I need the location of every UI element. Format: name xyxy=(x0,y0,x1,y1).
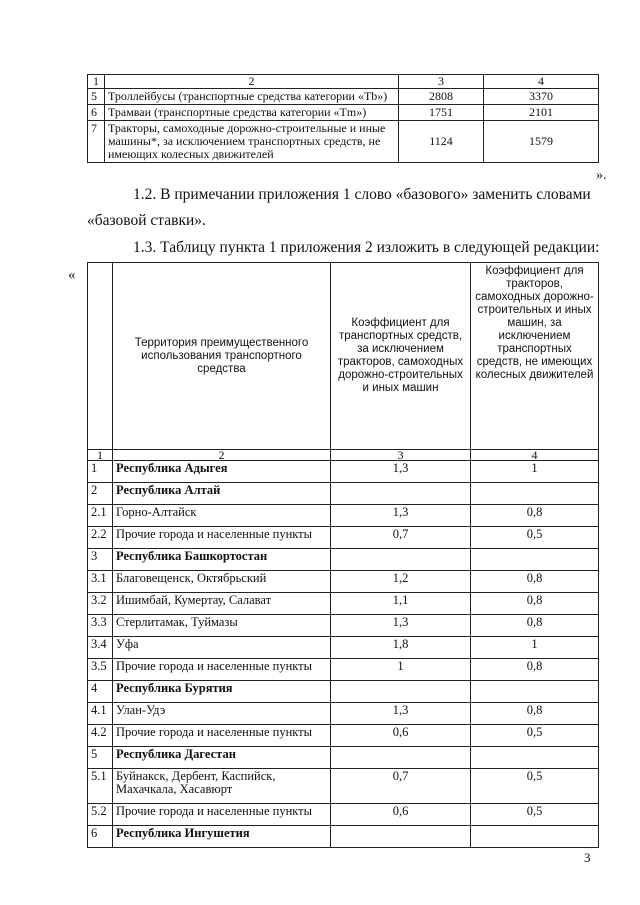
coefficient-tractors: 1 xyxy=(471,637,599,659)
row-number: 3.2 xyxy=(88,593,113,615)
row-number: 5 xyxy=(88,89,105,105)
table-row xyxy=(88,89,599,105)
coefficient-tractors: 0,8 xyxy=(471,615,599,637)
row-value: 1124 xyxy=(399,121,484,163)
row-number: 5.2 xyxy=(88,804,113,826)
territory-name: Улан-Удэ xyxy=(113,703,331,725)
row-number: 3.3 xyxy=(88,615,113,637)
table-row xyxy=(88,725,599,747)
coefficient-tractors: 0,5 xyxy=(471,527,599,549)
table-row xyxy=(88,769,599,804)
table-row xyxy=(88,571,599,593)
territory-name: Республика Ингушетия xyxy=(113,826,331,848)
coefficient-vehicles xyxy=(331,747,471,769)
coefficient-tractors: 0,8 xyxy=(471,659,599,681)
coefficient-tractors: 0,8 xyxy=(471,505,599,527)
territory-name: Прочие города и населенные пункты xyxy=(113,725,331,747)
coefficient-vehicles: 1,2 xyxy=(331,571,471,593)
header-coefficient-vehicles: Коэффициент для транспортных средств, за исключением тракторов, самоходных дорожно-строительных и иных машин xyxy=(331,263,471,450)
coefficient-tractors xyxy=(471,483,599,505)
table-row xyxy=(88,483,599,505)
row-number: 4 xyxy=(88,681,113,703)
row-name: Трамваи (транспортные средства категории «Tm») xyxy=(105,105,399,121)
row-number: 4.1 xyxy=(88,703,113,725)
territory-name: Республика Дагестан xyxy=(113,747,331,769)
coefficient-tractors xyxy=(471,826,599,848)
territory-name: Ишимбай, Кумертау, Салават xyxy=(113,593,331,615)
coefficient-vehicles: 0,7 xyxy=(331,527,471,549)
coefficient-table xyxy=(87,262,599,848)
territory-name: Уфа xyxy=(113,637,331,659)
coefficient-tractors: 0,8 xyxy=(471,593,599,615)
coefficient-tractors: 0,8 xyxy=(471,571,599,593)
coefficient-tractors xyxy=(471,549,599,571)
table-row xyxy=(88,659,599,681)
table-row xyxy=(88,505,599,527)
table-row xyxy=(88,637,599,659)
row-number: 3.4 xyxy=(88,637,113,659)
territory-name: Прочие города и населенные пункты xyxy=(113,527,331,549)
territory-name: Республика Башкортостан xyxy=(113,549,331,571)
coefficient-tractors: 1 xyxy=(471,461,599,483)
coefficient-tractors: 0,5 xyxy=(471,769,599,804)
coefficient-vehicles: 1,3 xyxy=(331,615,471,637)
table-row xyxy=(88,105,599,121)
row-value: 2101 xyxy=(484,105,599,121)
territory-name: Стерлитамак, Туймазы xyxy=(113,615,331,637)
coefficient-vehicles: 1,1 xyxy=(331,593,471,615)
row-number: 2.1 xyxy=(88,505,113,527)
coefficient-vehicles xyxy=(331,549,471,571)
table-row xyxy=(88,527,599,549)
amendment-paragraph: 1.3. Таблицу пункта 1 приложения 2 изложить в следующей редакции: xyxy=(133,239,600,256)
territory-name: Буйнакск, Дербент, Каспийск, Махачкала, Хасавюрт xyxy=(113,769,331,804)
row-number: 3.5 xyxy=(88,659,113,681)
coefficient-vehicles: 0,6 xyxy=(331,804,471,826)
table-row xyxy=(88,549,599,571)
row-number: 3 xyxy=(88,549,113,571)
territory-name: Республика Бурятия xyxy=(113,681,331,703)
table-row xyxy=(88,826,599,848)
column-number-row xyxy=(88,75,599,89)
row-number: 1 xyxy=(88,461,113,483)
coefficient-tractors xyxy=(471,681,599,703)
header-coefficient-tractors: Коэффициент для тракторов, самоходных дорожно-строительных и иных машин, за исключением транспортных средств, не имеющих колесных движителей xyxy=(471,263,599,450)
coefficient-vehicles: 1,3 xyxy=(331,703,471,725)
coefficient-vehicles: 1,8 xyxy=(331,637,471,659)
coefficient-tractors: 0,8 xyxy=(471,703,599,725)
row-value: 2808 xyxy=(399,89,484,105)
table-row xyxy=(88,681,599,703)
row-value: 1751 xyxy=(399,105,484,121)
territory-name: Прочие города и населенные пункты xyxy=(113,659,331,681)
coefficient-vehicles xyxy=(331,826,471,848)
coefficient-vehicles: 1,3 xyxy=(331,461,471,483)
row-number: 4.2 xyxy=(88,725,113,747)
header-cell-empty xyxy=(88,263,113,450)
column-number: 2 xyxy=(105,75,399,89)
page-number: 3 xyxy=(584,850,591,865)
row-number: 7 xyxy=(88,121,105,163)
table-row xyxy=(88,703,599,725)
closing-quote: ». xyxy=(596,168,607,183)
row-number: 6 xyxy=(88,105,105,121)
row-number: 5.1 xyxy=(88,769,113,804)
coefficient-vehicles: 1,3 xyxy=(331,505,471,527)
table-row xyxy=(88,593,599,615)
row-number: 2 xyxy=(88,483,113,505)
territory-name: Республика Адыгея xyxy=(113,461,331,483)
table-row xyxy=(88,121,599,163)
territory-name: Горно-Алтайск xyxy=(113,505,331,527)
amendment-paragraph: 1.2. В примечании приложения 1 слово «базового» заменить словами xyxy=(133,186,591,203)
column-number: 3 xyxy=(399,75,484,89)
table-row xyxy=(88,747,599,769)
coefficient-vehicles xyxy=(331,681,471,703)
column-number: 4 xyxy=(484,75,599,89)
territory-name: Благовещенск, Октябрьский xyxy=(113,571,331,593)
table-header-row xyxy=(88,263,599,450)
row-number: 2.2 xyxy=(88,527,113,549)
transport-tax-table xyxy=(87,74,599,163)
amendment-paragraph-cont: «базовой ставки». xyxy=(87,212,206,229)
table-row xyxy=(88,615,599,637)
coefficient-vehicles: 0,6 xyxy=(331,725,471,747)
column-number: 1 xyxy=(88,450,113,461)
coefficient-vehicles: 1 xyxy=(331,659,471,681)
territory-name: Республика Алтай xyxy=(113,483,331,505)
table-row xyxy=(88,461,599,483)
row-value: 3370 xyxy=(484,89,599,105)
opening-quote: « xyxy=(68,267,76,283)
coefficient-tractors xyxy=(471,747,599,769)
coefficient-vehicles: 0,7 xyxy=(331,769,471,804)
row-name: Тракторы, самоходные дорожно-строительные и иные машины*, за исключением транспортных средств, не имеющих колесных движителей xyxy=(105,121,399,163)
column-number-row xyxy=(88,450,599,461)
row-value: 1579 xyxy=(484,121,599,163)
coefficient-tractors: 0,5 xyxy=(471,725,599,747)
column-number: 3 xyxy=(331,450,471,461)
row-number: 5 xyxy=(88,747,113,769)
territory-name: Прочие города и населенные пункты xyxy=(113,804,331,826)
column-number: 4 xyxy=(471,450,599,461)
header-territory: Территория преимущественного использования транспортного средства xyxy=(113,263,331,450)
coefficient-tractors: 0,5 xyxy=(471,804,599,826)
table-row xyxy=(88,804,599,826)
coefficient-vehicles xyxy=(331,483,471,505)
row-number: 3.1 xyxy=(88,571,113,593)
row-number: 6 xyxy=(88,826,113,848)
row-name: Троллейбусы (транспортные средства категории «Tb») xyxy=(105,89,399,105)
column-number: 1 xyxy=(88,75,105,89)
column-number: 2 xyxy=(113,450,331,461)
